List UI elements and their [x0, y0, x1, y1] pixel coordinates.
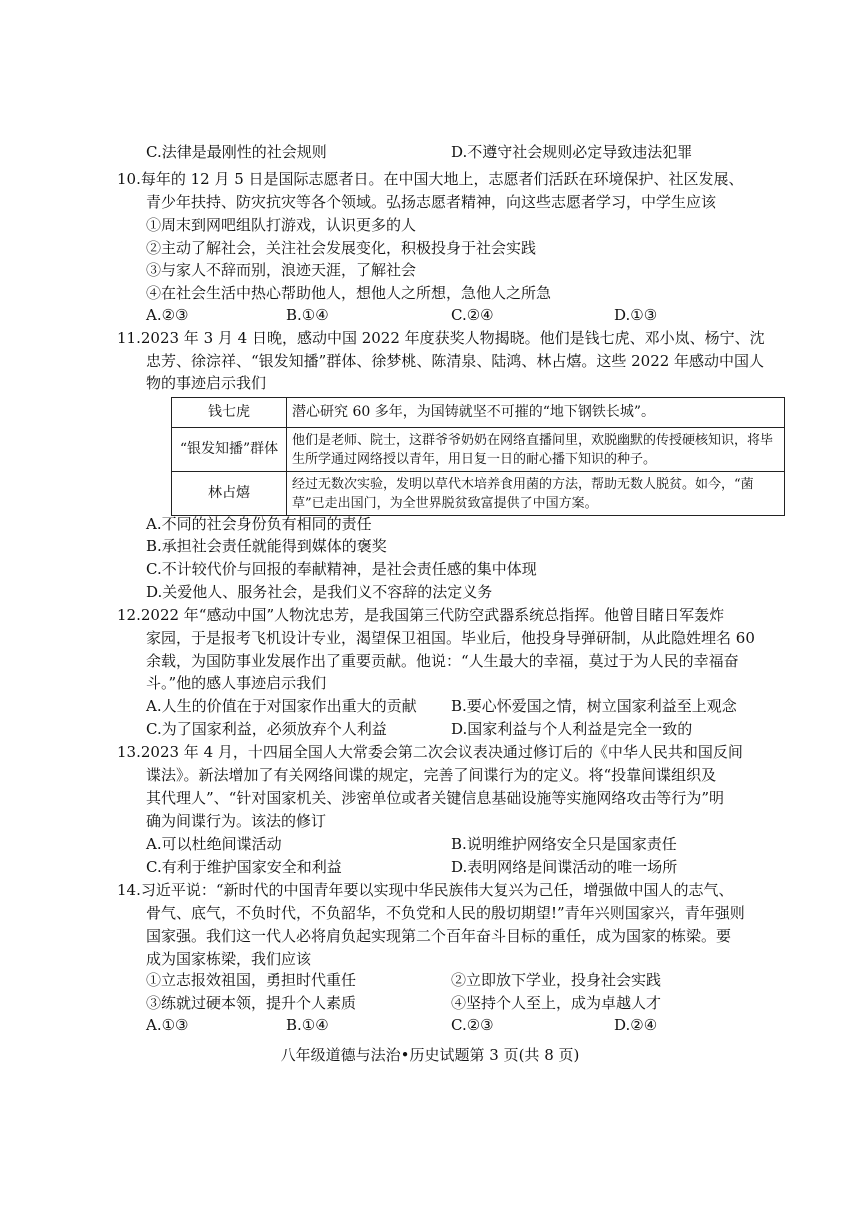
q13-stem-line: 确为间谍行为。该法的修订	[146, 812, 327, 830]
q13-option-b: B.说明维护网络安全只是国家责任	[451, 835, 677, 853]
q14-option-d: D.②④	[614, 1016, 658, 1034]
q13-stem-line: 13.2023 年 4 月，十四届全国人大常委会第二次会议表决通过修订后的《中华人民共和国反间	[117, 743, 743, 761]
q13-option-d: D.表明网络是间谍活动的唯一场所	[451, 858, 678, 876]
q12-option-b: B.要心怀爱国之情，树立国家利益至上观念	[451, 697, 737, 715]
q12-stem-line: 斗。”他的感人事迹启示我们	[146, 674, 327, 692]
q13-option-a: A.可以杜绝间谍活动	[146, 835, 282, 853]
q14-option-a: A.①③	[146, 1016, 189, 1034]
q14-item: ③练就过硬本领，提升个人素质	[146, 994, 357, 1012]
q14-option-b: B.①④	[286, 1016, 329, 1034]
q11-stem-line: 忠芳、徐淙祥、“银发知播”群体、徐梦桃、陈清泉、陆鸿、林占熺。这些 2022 年感动中国人	[146, 352, 765, 370]
q14-item: ②立即放下学业，投身社会实践	[451, 971, 662, 989]
q11-option-a: A.不同的社会身份负有相同的责任	[146, 515, 372, 533]
table-cell-desc: 潜心研究 60 多年，为国铸就坚不可摧的“地下钢铁长城”。	[287, 398, 785, 428]
q14-stem-line: 国家强。我们这一代人必将肩负起实现第二个百年奋斗目标的重任，成为国家的栋梁。要	[146, 927, 732, 945]
q11-option-c: C.不计较代价与回报的奉献精神，是社会责任感的集中体现	[146, 560, 537, 578]
q10-item: ②主动了解社会，关注社会发展变化，积极投身于社会实践	[146, 239, 537, 257]
q12-stem-line: 12.2022 年“感动中国”人物沈忠芳，是我国第三代防空武器系统总指挥。他曾目睹日军轰炸	[117, 606, 725, 624]
q10-stem-line: 青少年扶持、防灾抗灾等各个领域。弘扬志愿者精神，向这些志愿者学习，中学生应该	[146, 193, 717, 211]
q10-option-a: A.②③	[146, 306, 189, 324]
q14-stem-line: 14.习近平说：“新时代的中国青年要以实现中华民族伟大复兴为己任，增强做中国人的志气、	[117, 881, 734, 899]
table-cell-name: “银发知播”群体	[172, 428, 287, 472]
q14-option-c: C.②③	[451, 1016, 494, 1034]
q11-option-d: D.关爱他人、服务社会，是我们义不容辞的法定义务	[146, 583, 493, 601]
table-cell-name: 林占熺	[172, 472, 287, 516]
q12-option-a: A.人生的价值在于对国家作出重大的贡献	[146, 697, 417, 715]
q11-stem-line: 物的事迹启示我们	[146, 374, 267, 392]
q13-stem-line: 其代理人”、“针对国家机关、涉密单位或者关键信息基础设施等实施网络攻击等行为”明	[146, 789, 725, 807]
q12-option-d: D.国家利益与个人利益是完全一致的	[451, 720, 693, 738]
q13-option-c: C.有利于维护国家安全和利益	[146, 858, 342, 876]
q14-stem-line: 骨气、底气，不负时代，不负韶华，不负党和人民的殷切期望!”青年兴则国家兴，青年强则	[146, 904, 745, 922]
q10-item: ③与家人不辞而别，浪迹天涯，了解社会	[146, 261, 417, 279]
q13-stem-line: 谍法》。新法增加了有关网络间谍的规定，完善了间谍行为的定义。将“投靠间谍组织及	[146, 766, 717, 784]
q10-stem-line: 10.每年的 12 月 5 日是国际志愿者日。在中国大地上，志愿者们活跃在环境保护、社区发展、	[117, 170, 744, 188]
table-cell-desc: 经过无数次实验，发明以草代木培养食用菌的方法，帮助无数人脱贫。如今，“菌草”已走出国门，为全世界脱贫致富提供了中国方案。	[287, 472, 785, 516]
q10-item: ①周末到网吧组队打游戏，认识更多的人	[146, 216, 417, 234]
q10-item: ④在社会生活中热心帮助他人，想他人之所想，急他人之所急	[146, 284, 552, 302]
table-row	[172, 398, 785, 428]
q14-stem-line: 成为国家栋梁，我们应该	[146, 950, 312, 968]
q11-option-b: B.承担社会责任就能得到媒体的褒奖	[146, 537, 387, 555]
table-cell-name: 钱七虎	[172, 398, 287, 428]
q9-option-d: D.不遵守社会规则必定导致违法犯罪	[451, 143, 693, 161]
q12-stem-line: 家园，于是报考飞机设计专业，渴望保卫祖国。毕业后，他投身导弹研制，从此隐姓埋名 60	[146, 629, 755, 647]
q10-option-b: B.①④	[286, 306, 329, 324]
page-footer: 八年级道德与法治•历史试题第 3 页(共 8 页)	[280, 1046, 580, 1064]
q12-stem-line: 余载，为国防事业发展作出了重要贡献。他说：“人生最大的幸福，莫过于为人民的幸福奋	[146, 652, 739, 670]
table-row	[172, 428, 785, 472]
q11-stem-line: 11.2023 年 3 月 4 日晚，感动中国 2022 年度获奖人物揭晓。他们是钱七虎、邓小岚、杨宁、沈	[117, 329, 765, 347]
q10-option-d: D.①③	[614, 306, 658, 324]
table-row	[172, 472, 785, 516]
q11-material-table	[171, 397, 785, 516]
q14-item: ①立志报效祖国，勇担时代重任	[146, 971, 357, 989]
table-cell-desc: 他们是老师、院士，这群爷爷奶奶在网络直播间里，欢脱幽默的传授硬核知识，将毕生所学通过网络授以青年，用日复一日的耐心播下知识的种子。	[287, 428, 785, 472]
q9-option-c: C.法律是最刚性的社会规则	[146, 143, 327, 161]
q14-item: ④坚持个人至上，成为卓越人才	[451, 994, 662, 1012]
q12-option-c: C.为了国家利益，必须放弃个人利益	[146, 720, 387, 738]
q10-option-c: C.②④	[451, 306, 494, 324]
